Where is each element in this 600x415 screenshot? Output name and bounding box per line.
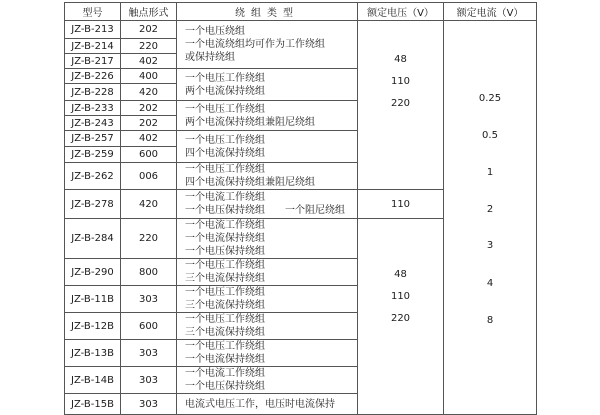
voltage-cell [358,219,444,415]
current-value: 0.5 [482,130,498,141]
voltage-cell [358,21,444,190]
model-cell: JZ-B-262 [65,163,121,190]
contact-cell: 303 [121,340,177,367]
winding-line: 一个电压工作绕组 [185,103,265,115]
winding-line: 一个电压保持绕组 [185,246,265,257]
winding-line: 一个电压工作绕组 [185,314,265,325]
winding-cell [177,340,358,367]
winding-cell [177,367,358,394]
contact-cell: 202 [121,116,177,131]
voltage-value: 220 [390,313,411,324]
model-cell: JZ-B-226 [65,69,121,84]
winding-line: 一个电压保持绕组 一个阻尼绕组 [185,205,345,216]
winding-line: 一个电流绕组均可作为工作绕组 [185,39,325,50]
model-cell: JZ-B-13B [65,340,121,367]
winding-cell [177,131,358,163]
model-cell: JZ-B-284 [65,219,121,259]
winding-line: 三个电流保持绕组 [185,300,265,311]
contact-cell: 220 [121,219,177,259]
winding-cell [177,190,358,219]
model-cell: JZ-B-233 [65,101,121,116]
winding-cell [177,259,358,286]
model-cell: JZ-B-217 [65,54,121,69]
current-cell [444,21,537,415]
contact-cell: 202 [121,101,177,116]
winding-line: 电流式电压工作，电压时电流保持 [185,398,335,410]
winding-cell [177,219,358,259]
contact-cell: 402 [121,54,177,69]
winding-cell [177,313,358,340]
voltage-value: 110 [390,76,411,87]
winding-line: 一个电压工作绕组 [185,287,265,298]
winding-cell [177,394,358,415]
contact-cell: 600 [121,147,177,163]
voltage-value: 48 [394,54,407,65]
winding-line: 一个电压绕组 [185,26,245,37]
winding-line: 一个电压工作绕组 [185,164,265,175]
header-winding: 绕组类型 [177,3,358,21]
header-voltage: 额定电压（V） [358,3,444,21]
winding-cell [177,101,358,131]
winding-cell [177,69,358,101]
winding-line: 一个电流工作绕组 [185,220,265,231]
model-cell: JZ-B-228 [65,84,121,101]
contact-cell: 220 [121,39,177,54]
winding-line: 一个电压保持绕组 [185,381,265,392]
model-cell: JZ-B-278 [65,190,121,219]
current-value: 0.25 [478,93,502,104]
contact-cell: 420 [121,190,177,219]
header-model: 型号 [65,3,121,21]
winding-cell [177,286,358,313]
voltage-cell: 110 [358,190,444,219]
winding-line: 一个电压工作绕组 [185,341,265,352]
contact-cell: 303 [121,394,177,415]
contact-cell: 303 [121,286,177,313]
spec-table-container [64,2,537,415]
voltage-value: 220 [390,98,411,109]
winding-line: 两个电流保持绕组兼阻尼绕组 [185,116,315,128]
header-row [65,3,537,21]
winding-line: 一个电流保持绕组 [185,354,265,365]
winding-cell [177,163,358,190]
contact-cell: 400 [121,69,177,84]
winding-line: 三个电流保持绕组 [185,273,265,284]
winding-line: 一个电压工作绕组 [185,260,265,271]
model-cell: JZ-B-243 [65,116,121,131]
voltage-value: 48 [394,269,407,280]
contact-cell: 402 [121,131,177,147]
winding-line: 或保持绕组 [185,52,235,63]
winding-cell [177,21,358,69]
table-row [65,21,537,39]
relay-spec-table [64,2,537,415]
winding-line: 四个电流保持绕组兼阻尼绕组 [185,177,315,188]
contact-cell: 600 [121,313,177,340]
model-cell: JZ-B-213 [65,21,121,39]
model-cell: JZ-B-11B [65,286,121,313]
winding-line: 一个电压工作绕组 [185,134,265,146]
current-value: 3 [486,240,494,251]
model-cell: JZ-B-290 [65,259,121,286]
current-value: 2 [486,204,494,215]
model-cell: JZ-B-259 [65,147,121,163]
model-cell: JZ-B-15B [65,394,121,415]
model-cell: JZ-B-214 [65,39,121,54]
model-cell: JZ-B-257 [65,131,121,147]
header-contact: 触点形式 [121,3,177,21]
model-cell: JZ-B-12B [65,313,121,340]
contact-cell: 420 [121,84,177,101]
voltage-value: 110 [390,291,411,302]
winding-line: 一个电流工作绕组 [185,192,265,203]
contact-cell: 303 [121,367,177,394]
winding-line: 两个电流保持绕组 [185,85,265,97]
winding-line: 一个电流保持绕组 [185,233,265,244]
current-value: 4 [486,278,494,289]
header-current: 额定电流（V） [444,3,537,21]
current-value: 1 [486,167,494,178]
winding-line: 四个电流保持绕组 [185,147,265,159]
contact-cell: 006 [121,163,177,190]
winding-line: 一个电流工作绕组 [185,368,265,379]
model-cell: JZ-B-14B [65,367,121,394]
contact-cell: 202 [121,21,177,39]
current-value: 8 [486,315,494,326]
contact-cell: 800 [121,259,177,286]
winding-line: 一个电压工作绕组 [185,72,265,84]
winding-line: 三个电流保持绕组 [185,327,265,338]
